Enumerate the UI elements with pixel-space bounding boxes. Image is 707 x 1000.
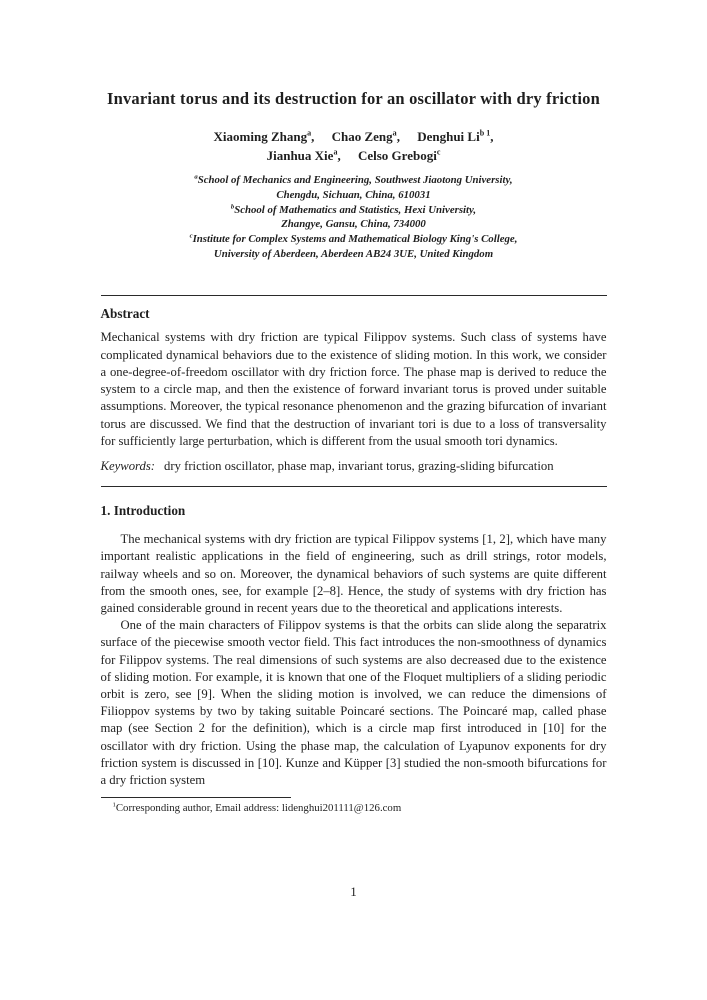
affil-text: School of Mechanics and Engineering, Southwest Jiaotong University, (197, 174, 513, 187)
author-separator: , (311, 128, 315, 144)
author-separator: , (490, 128, 494, 144)
author-separator: , (396, 128, 400, 144)
affil-text: School of Mathematics and Statistics, Hexi University, (234, 203, 477, 216)
affiliation-line (101, 173, 607, 188)
authors-line-1 (101, 128, 607, 147)
affil-text: Zhangye, Gansu, China, 734000 (281, 218, 426, 231)
footnote-text (101, 801, 607, 816)
affiliation-line (101, 247, 607, 262)
authors-line-2 (101, 147, 607, 166)
author (267, 148, 341, 163)
keywords-label: Keywords: (100, 458, 156, 473)
footnote-rule (101, 797, 291, 798)
paper-content (101, 0, 607, 816)
footnote-marker: 1 (112, 801, 116, 809)
author (332, 129, 400, 144)
affiliation-line (101, 188, 607, 203)
paper-title: Invariant torus and its destruction for an oscillator with dry friction (106, 89, 600, 108)
author-affil-mark: b 1 (479, 128, 491, 138)
affiliation-line (101, 232, 607, 247)
author-affil-mark: a (392, 128, 397, 138)
author-affil-mark: a (307, 128, 312, 138)
intro-paragraph-1: The mechanical systems with dry friction are typical Filippov systems [1, 2], which have many important realistic applications in the field of engineering, such as drill strings, rotor models, railway wheels and so on. Moreover, the dynamical behaviors of such systems are quite different from the smooth ones, see, for example [2–8]. Hence, the study of systems with dry friction has gained considerable ground in recent years due to the theoretical and applications interests. (100, 532, 607, 615)
abstract-text: Mechanical systems with dry friction are typical Filippov systems. Such class of systems have complicated dynamical behaviors due to the existence of sliding motion. In this work, we consider a one-degree-of-freedom oscillator with dry friction force. The phase map is derived to reduce the system to a circle map, and then the existence of forward invariant torus is proved under suitable assumptions. Moreover, the typical resonance phenomenon and the grazing bifurcation of invariant torus are discussed. We find that the destruction of invariant tori is due to a loss of transversality for sufficiently large perturbation, which is different from the usual smooth tori dynamics. (100, 330, 607, 448)
author-name: Chao Zeng (331, 128, 393, 144)
author-affil-mark: a (333, 147, 338, 157)
affil-text: Institute for Complex Systems and Mathematical Biology King's College, (192, 233, 518, 246)
affiliation-list (101, 173, 607, 261)
author-name: Jianhua Xie (266, 147, 334, 163)
affil-mark: b (230, 203, 235, 211)
keywords-text: dry friction oscillator, phase map, invariant torus, grazing-sliding bifurcation (164, 458, 554, 473)
author (214, 129, 315, 144)
affil-mark: c (189, 232, 193, 240)
affil-mark: a (194, 173, 198, 181)
abstract-bottom-rule (101, 486, 607, 487)
footnote-content: Corresponding author, Email address: lidenghui201111@126.com (115, 802, 402, 815)
intro-paragraph-2: One of the main characters of Filippov systems is that the orbits can slide along the separatrix surface of the piecewise smooth vector field. This fact introduces the non-smoothness of dynamics for Filippov systems. The real dimensions of such systems are also decreased due to the existence of sliding motion. For example, it is known that one of the Floquet multipliers of a sliding periodic orbit is zero, see [9]. When the sliding motion is involved, we can reduce the dimensions of Filioppov systems by two by taking suitable Poincaré sections. The Poincaré map, called phase map (see Section 2 for the definition), which is a circle map first introduced in [10] for the oscillator with dry friction. Using the phase map, the calculation of Lyapunov exponents for dry friction system is discussed in [10]. Kunze and Küpper [3] studied the non-smooth bifurcations for a dry friction system (100, 618, 607, 787)
affiliation-line (101, 203, 607, 218)
author (417, 129, 493, 144)
author-affil-mark: c (436, 147, 441, 157)
author-name: Xiaoming Zhang (213, 128, 308, 144)
author-name: Celso Grebogi (357, 147, 437, 163)
affil-text: University of Aberdeen, Aberdeen AB24 3UE, United Kingdom (213, 247, 494, 260)
abstract-heading: Abstract (100, 306, 150, 322)
abstract-top-rule (101, 295, 607, 296)
author-name: Denghui Li (417, 128, 480, 144)
author-separator: , (337, 147, 341, 163)
affil-text: Chengdu, Sichuan, China, 610031 (276, 189, 431, 202)
author-list (101, 128, 607, 166)
footnote-block (101, 797, 607, 816)
section-heading-introduction: 1. Introduction (100, 503, 186, 519)
page-number: 1 (350, 884, 357, 899)
keywords-line (101, 458, 607, 475)
author (358, 148, 440, 163)
affiliation-line (101, 217, 607, 232)
